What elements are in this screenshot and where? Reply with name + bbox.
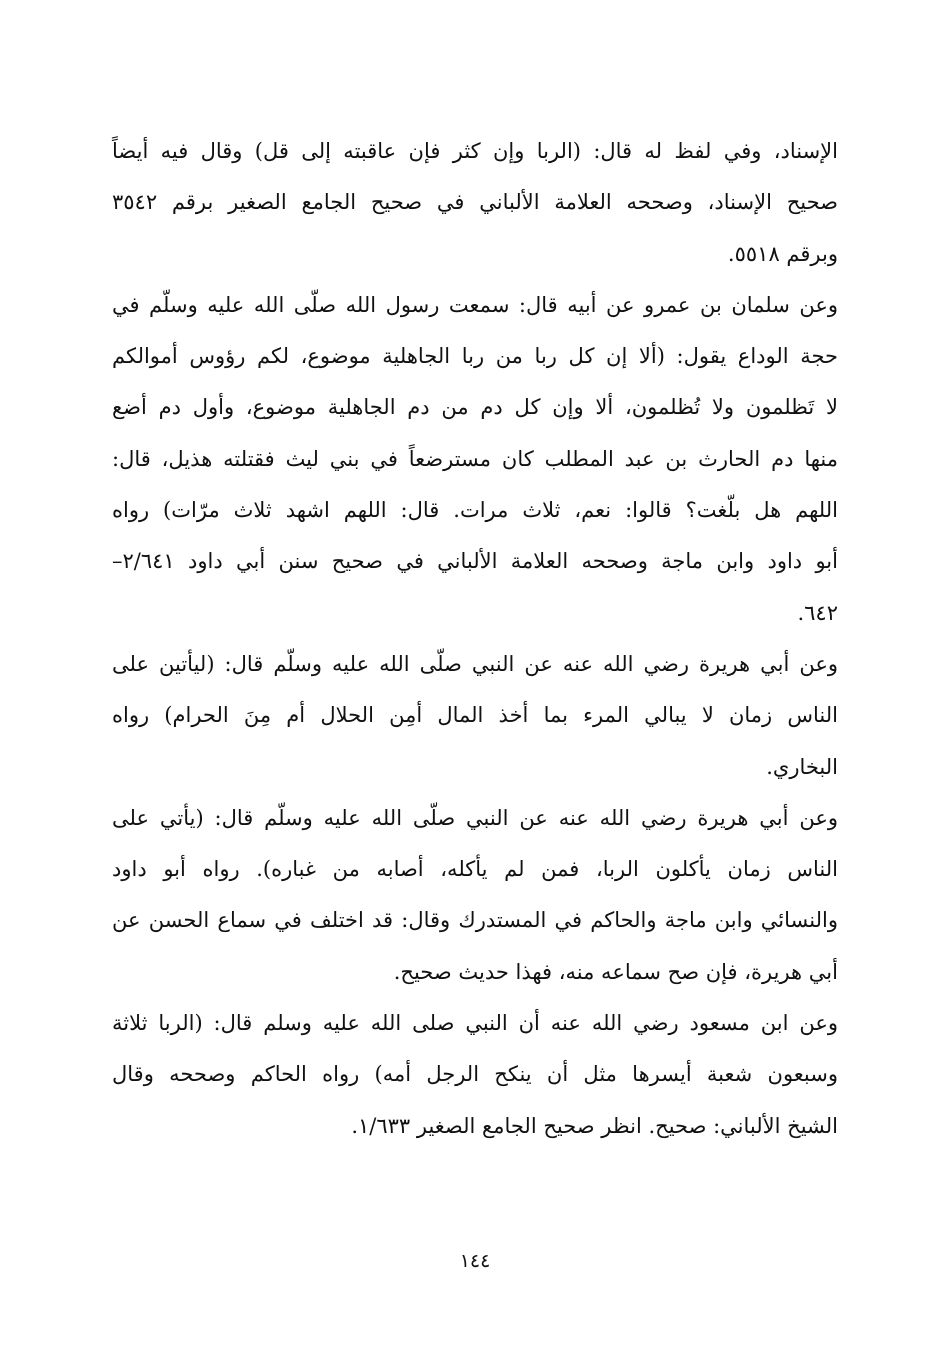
- text-line: البخاري.: [766, 754, 838, 779]
- paragraph: [112, 280, 838, 639]
- text-line: أبي هريرة، فإن صح سماعه منه، فهذا حديث صحيح.: [393, 959, 838, 984]
- paragraph: [112, 126, 838, 280]
- text-line: حجة الوداع يقول: (ألا إن كل ربا من ربا الجاهلية موضوع، لكم رؤوس أموالكم: [112, 344, 838, 369]
- paragraph: [112, 998, 838, 1152]
- text-line: ٦٤٢.: [797, 600, 838, 625]
- page-number: ١٤٤: [459, 1250, 491, 1272]
- body-text: [112, 126, 838, 1152]
- text-line: الشيخ الألباني: صحيح. انظر صحيح الجامع الصغير ١/٦٣٣.: [351, 1113, 838, 1138]
- text-line: وسبعون شعبة أيسرها مثل أن ينكح الرجل أمه) رواه الحاكم وصححه وقال: [112, 1062, 838, 1087]
- text-line: وعن سلمان بن عمرو عن أبيه قال: سمعت رسول الله صلّى الله عليه وسلّم في: [112, 292, 838, 317]
- text-line: منها دم الحارث بن عبد المطلب كان مسترضعاً في بني ليث فقتلته هذيل، قال:: [112, 446, 838, 471]
- text-line: أبو داود وابن ماجة وصححه العلامة الألباني في صحيح سنن أبي داود ٢/٦٤١–: [112, 549, 838, 574]
- text-line: الناس زمان يأكلون الربا، فمن لم يأكله، أصابه من غباره). رواه أبو داود: [112, 857, 838, 882]
- text-line: الإسناد، وفي لفظ له قال: (الربا وإن كثر فإن عاقبته إلى قل) وقال فيه أيضاً: [112, 139, 838, 163]
- paragraph: [112, 639, 838, 793]
- paragraph: [112, 793, 838, 998]
- text-line: الناس زمان لا يبالي المرء بما أخذ المال أمِن الحلال أم مِنَ الحرام) رواه: [112, 703, 838, 728]
- text-line: وعن أبي هريرة رضي الله عنه عن النبي صلّى الله عليه وسلّم قال: (يأتي على: [112, 805, 838, 830]
- text-line: والنسائي وابن ماجة والحاكم في المستدرك وقال: قد اختلف في سماع الحسن عن: [112, 908, 838, 933]
- text-line: اللهم هل بلّغت؟ قالوا: نعم، ثلاث مرات. قال: اللهم اشهد ثلاث مرّات) رواه: [112, 498, 838, 523]
- text-line: لا تَظلمون ولا تُظلمون، ألا وإن كل دم من دم الجاهلية موضوع، وأول دم أضع: [112, 395, 838, 420]
- text-line: وعن ابن مسعود رضي الله عنه أن النبي صلى الله عليه وسلم قال: (الربا ثلاثة: [112, 1011, 838, 1036]
- text-line: وعن أبي هريرة رضي الله عنه عن النبي صلّى الله عليه وسلّم قال: (ليأتين على: [112, 651, 838, 676]
- text-line: وبرقم ٥٥١٨.: [727, 241, 838, 266]
- text-line: صحيح الإسناد، وصححه العلامة الألباني في صحيح الجامع الصغير برقم ٣٥٤٢: [112, 190, 838, 215]
